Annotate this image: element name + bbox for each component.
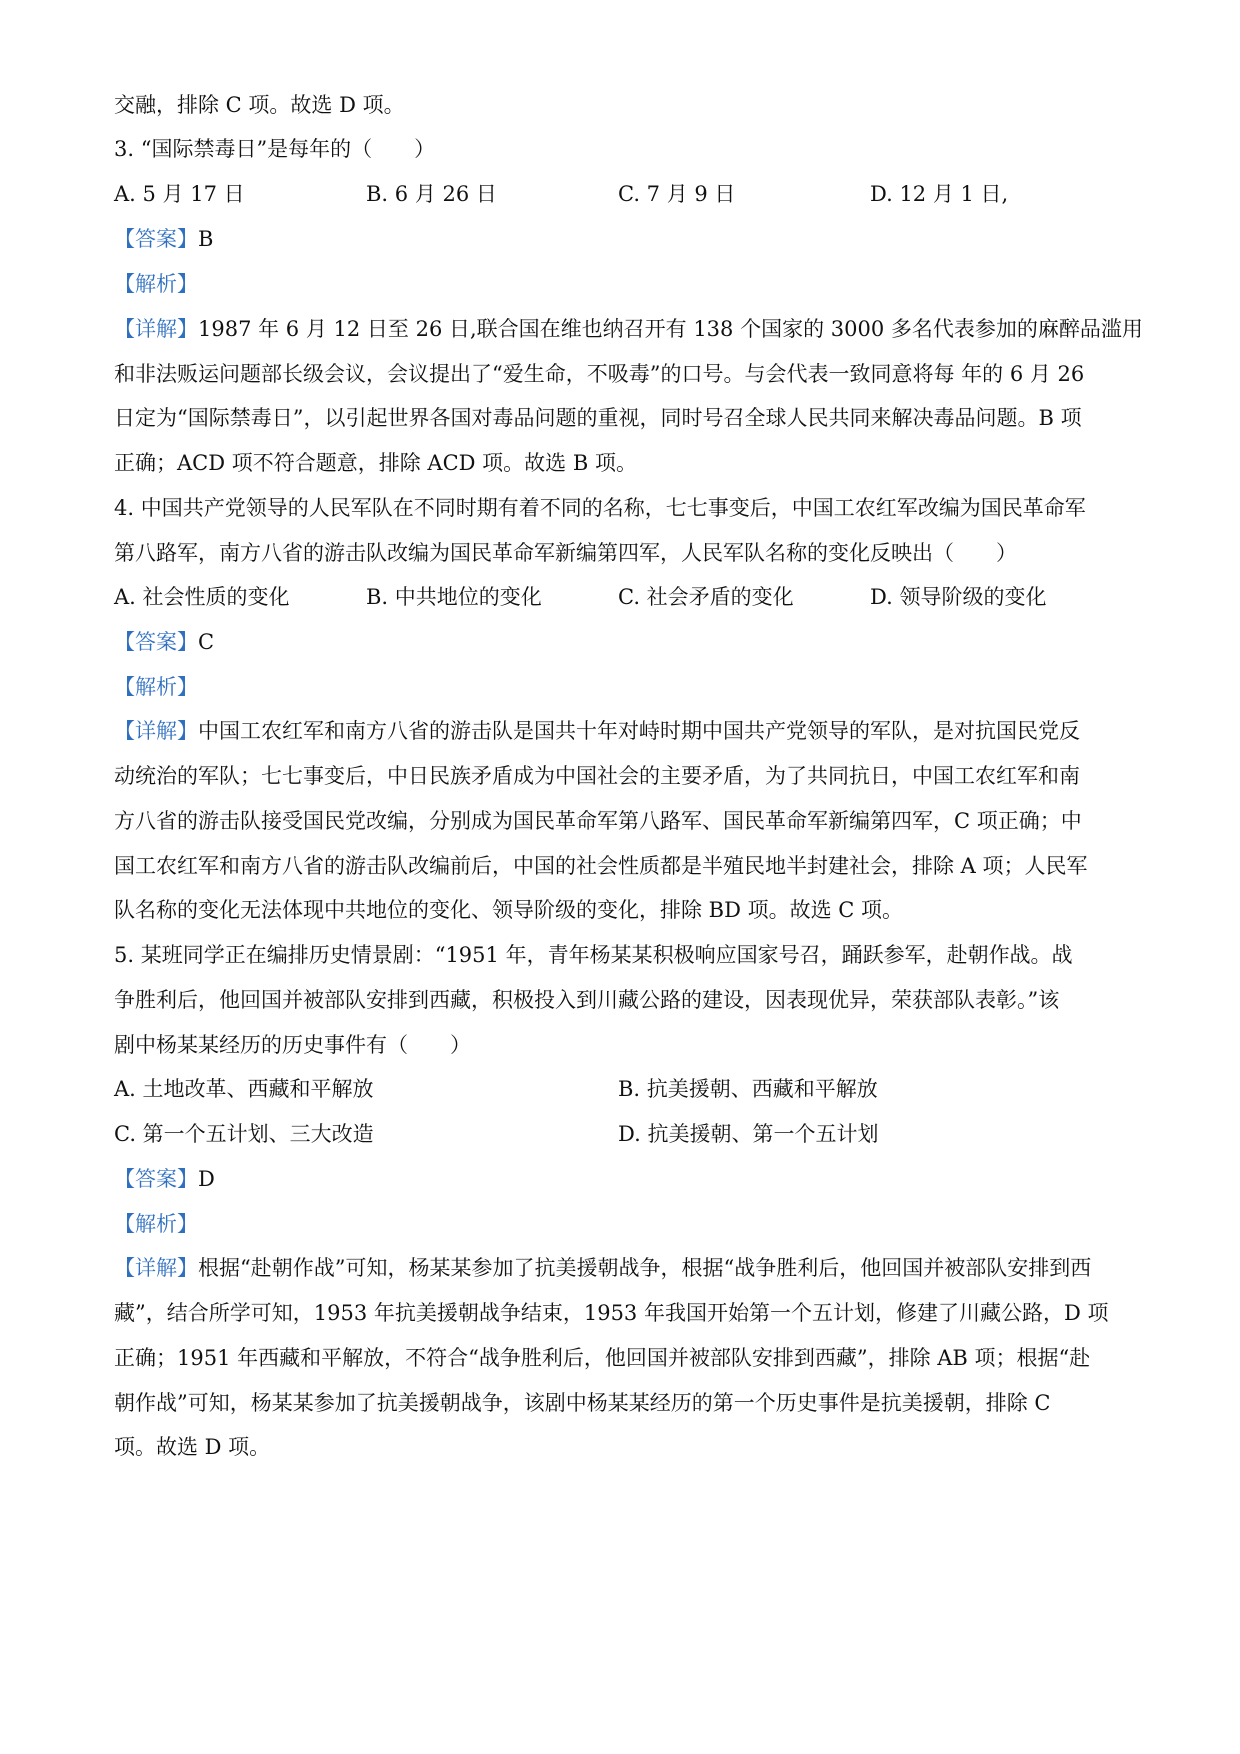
q3-detail-line: 日定为“国际禁毒日”，以引起世界各国对毒品问题的重视，同时号召全球人民共同来解决毒品问题。B 项 [114,406,1082,430]
q3-detail-line: 正确；ACD 项不符合题意，排除 ACD 项。故选 B 项。 [114,451,637,475]
q5-answer-value: D [198,1167,215,1191]
q3-detail-line [114,314,1143,344]
q4-answer-value: C [198,630,215,654]
q5-detail-line: 藏”，结合所学可知，1953 年抗美援朝战争结束，1953 年我国开始第一个五计划，修建了川藏公路，D 项 [114,1301,1109,1325]
q3-option-c: C. 7 月 9 日 [618,182,736,206]
q4-detail-line [114,716,1126,746]
q4-stem: 4. 中国共产党领导的人民军队在不同时期有着不同的名称，七七事变后，中国工农红军改编为国民革命军 [114,496,1086,520]
q5-stem: 5. 某班同学正在编排历史情景剧：“1951 年，青年杨某某积极响应国家号召，踊跃参军，赴朝作战。战 [114,943,1073,967]
q3-stem: 3. “国际禁毒日”是每年的（ ） [114,137,436,161]
answer-tag: 【答案】 [114,1167,198,1191]
q4-detail-line: 队名称的变化无法体现中共地位的变化、领导阶级的变化，排除 BD 项。故选 C 项。 [114,898,904,922]
detail-tag: 【详解】 [114,1256,198,1280]
q5-detail-line: 朝作战”可知，杨某某参加了抗美援朝战争，该剧中杨某某经历的第一个历史事件是抗美援朝，排除 C [114,1391,1051,1415]
q4-option-b: B. 中共地位的变化 [366,585,542,609]
q3-analysis-heading [114,269,1126,299]
q5-stem: 剧中杨某某经历的历史事件有（ ） [114,1033,471,1057]
detail-tag: 【详解】 [114,317,198,341]
q3-option-a: A. 5 月 17 日 [114,182,245,206]
detail-text: 根据“赴朝作战”可知，杨某某参加了抗美援朝战争，根据“战争胜利后，他回国并被部队安排到西 [198,1256,1092,1280]
analysis-tag: 【解析】 [114,675,198,699]
q5-detail-line: 正确；1951 年西藏和平解放，不符合“战争胜利后，他回国并被部队安排到西藏”，排除 AB 项；根据“赴 [114,1346,1091,1370]
intro-line: 交融，排除 C 项。故选 D 项。 [114,93,405,117]
q3-option-b: B. 6 月 26 日 [366,182,497,206]
q3-option-d: D. 12 月 1 日, [870,182,1009,206]
analysis-tag: 【解析】 [114,272,198,296]
q4-stem: 第八路军，南方八省的游击队改编为国民革命军新编第四军，人民军队名称的变化反映出（ ） [114,541,1017,565]
q5-detail-line [114,1253,1126,1283]
q4-option-d: D. 领导阶级的变化 [870,585,1047,609]
q5-option-d: D. 抗美援朝、第一个五计划 [618,1122,879,1146]
detail-text: 1987 年 6 月 12 日至 26 日,联合国在维也纳召开有 138 个国家的 3000 多名代表参加的麻醉品滥用 [198,317,1143,341]
answer-tag: 【答案】 [114,630,198,654]
detail-tag: 【详解】 [114,719,198,743]
q5-stem: 争胜利后，他回国并被部队安排到西藏，积极投入到川藏公路的建设，因表现优异，荣获部队表彰。”该 [114,988,1060,1012]
q5-analysis-heading [114,1209,1126,1239]
answer-tag: 【答案】 [114,227,198,251]
q4-detail-line: 方八省的游击队接受国民党改编，分别成为国民革命军第八路军、国民革命军新编第四军，C 项正确；中 [114,809,1082,833]
q3-answer-value: B [198,227,214,251]
q4-option-c: C. 社会矛盾的变化 [618,585,794,609]
q5-option-b: B. 抗美援朝、西藏和平解放 [618,1077,878,1101]
q3-answer [114,224,1126,254]
q5-option-a: A. 土地改革、西藏和平解放 [114,1077,374,1101]
q5-option-c: C. 第一个五计划、三大改造 [114,1122,374,1146]
q4-analysis-heading [114,672,1126,702]
q5-detail-line: 项。故选 D 项。 [114,1435,271,1459]
q4-answer [114,627,1126,657]
q4-option-a: A. 社会性质的变化 [114,585,290,609]
q5-answer [114,1164,1126,1194]
q4-detail-line: 动统治的军队；七七事变后，中日民族矛盾成为中国社会的主要矛盾，为了共同抗日，中国工农红军和南 [114,764,1080,788]
q4-detail-line: 国工农红军和南方八省的游击队改编前后，中国的社会性质都是半殖民地半封建社会，排除 A 项；人民军 [114,854,1088,878]
detail-text: 中国工农红军和南方八省的游击队是国共十年对峙时期中国共产党领导的军队，是对抗国民党反 [198,719,1080,743]
q3-detail-line: 和非法贩运问题部长级会议，会议提出了“爱生命，不吸毒”的口号。与会代表一致同意将每 年的 6 月 26 [114,362,1085,386]
analysis-tag: 【解析】 [114,1212,198,1236]
